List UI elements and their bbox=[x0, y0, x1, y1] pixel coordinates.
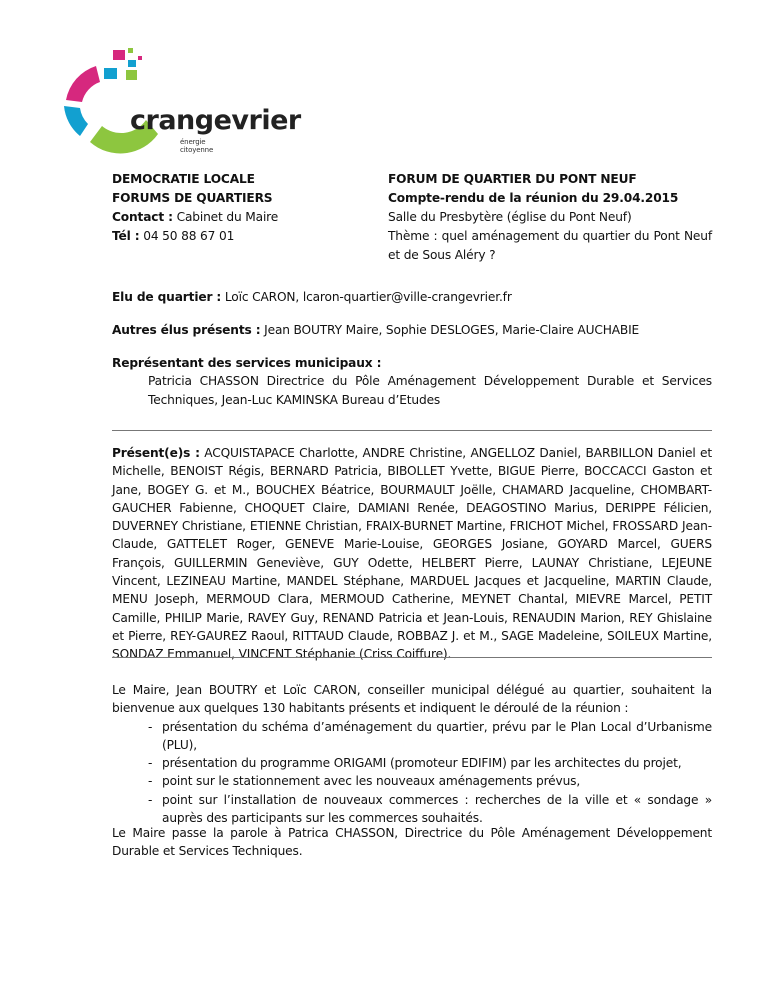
tel-value: 04 50 88 67 01 bbox=[139, 229, 235, 243]
tel-line bbox=[112, 227, 362, 246]
divider bbox=[112, 430, 712, 431]
dash-bullet: - bbox=[148, 756, 153, 771]
presents-label: Présent(e)s : bbox=[112, 446, 200, 460]
contact-label: Contact : bbox=[112, 210, 173, 224]
contact-value: Cabinet du Maire bbox=[172, 210, 279, 224]
header-right bbox=[388, 170, 712, 265]
closing-paragraph: Le Maire passe la parole à Patrica CHASSON, Directrice du Pôle Aménagement Développement Durable et Services Techniques. bbox=[112, 826, 712, 859]
meeting-theme: Thème : quel aménagement du quartier du Pont Neuf et de Sous Aléry ? bbox=[388, 229, 712, 262]
logo-wordmark: crangevrier bbox=[130, 105, 301, 136]
agenda-text: présentation du programme ORIGAMI (promoteur EDIFIM) par les architectes du projet, bbox=[162, 756, 682, 771]
forums-de-quartiers: FORUMS DE QUARTIERS bbox=[112, 191, 273, 205]
agenda-item bbox=[112, 772, 712, 790]
meeting-location: Salle du Presbytère (église du Pont Neuf) bbox=[388, 210, 632, 224]
agenda-item bbox=[112, 718, 712, 755]
header-left bbox=[112, 170, 362, 246]
representant-value: Patricia CHASSON Directrice du Pôle Aménagement Développement Durable et Services Techniques, Jean-Luc KAMINSKA Bureau d’Etudes bbox=[148, 374, 712, 407]
presents-list bbox=[112, 444, 712, 664]
elu-label: Elu de quartier : bbox=[112, 290, 222, 304]
logo-tagline: énergie citoyenne bbox=[180, 138, 214, 154]
elu-de-quartier bbox=[112, 288, 712, 306]
democratie-locale: DEMOCRATIE LOCALE bbox=[112, 172, 255, 186]
forum-title: FORUM DE QUARTIER DU PONT NEUF bbox=[388, 172, 637, 186]
intro-paragraph: Le Maire, Jean BOUTRY et Loïc CARON, conseiller municipal délégué au quartier, souhaitent la bienvenue aux quelques 130 habitants présents et indiquent le déroulé de la réunion : bbox=[112, 683, 712, 716]
intro-section bbox=[112, 681, 712, 827]
tel-label: Tél : bbox=[112, 229, 140, 243]
elu-value: Loïc CARON, lcaron-quartier@ville-crangevrier.fr bbox=[221, 290, 512, 304]
agenda-list bbox=[112, 718, 712, 828]
crangevrier-logo bbox=[58, 48, 301, 158]
report-subtitle: Compte-rendu de la réunion du 29.04.2015 bbox=[388, 191, 679, 205]
contact-line bbox=[112, 208, 362, 227]
dash-bullet: - bbox=[148, 719, 153, 734]
agenda-item bbox=[112, 754, 712, 772]
agenda-item bbox=[112, 791, 712, 828]
agenda-text: présentation du schéma d’aménagement du quartier, prévu par le Plan Local d’Urbanisme (PLU), bbox=[162, 719, 712, 752]
autres-label: Autres élus présents : bbox=[112, 323, 261, 337]
agenda-text: point sur le stationnement avec les nouveaux aménagements prévus, bbox=[162, 774, 581, 789]
representant-label: Représentant des services municipaux : bbox=[112, 356, 382, 370]
autres-value: Jean BOUTRY Maire, Sophie DESLOGES, Marie-Claire AUCHABIE bbox=[260, 323, 640, 337]
dash-bullet: - bbox=[148, 792, 153, 807]
dash-bullet: - bbox=[148, 774, 153, 789]
agenda-text: point sur l’installation de nouveaux commerces : recherches de la ville et « sondage » auprès des participants sur les commerces souhaités. bbox=[162, 792, 712, 826]
autres-elus bbox=[112, 321, 712, 339]
representant-services bbox=[112, 354, 712, 409]
divider bbox=[112, 657, 712, 658]
presents-value: ACQUISTAPACE Charlotte, ANDRE Christine, ANGELLOZ Daniel, BARBILLON Daniel et Michelle, BENOIST Régis, BERNARD Patricia, BIBOLLET Yvette, BIGUE Pierre, BOCCACCI Gaston et Jane, BOGEY G. et M., BOUCHEX Béatrice, BOURMAULT Joëlle, CHAMARD Jacqueline, CHOMBART-GAUCHER Fabienne, CHOQUET Claire, DAMIANI Renée, DEAGOSTINO Marius, DERIPPE Félicien, DUVERNEY Christiane, ETIENNE Christian, FRAIX-BURNET Martine, FRICHOT Michel, FROSSARD Jean-Claude, GATTELET Roger, GENEVE Marie-Louise, GEORGES Josiane, GOYARD Marcel, GUERS François, GUILLERMIN Geneviève, GUY Odette, HELBERT Pierre, LAUNAY Christiane, LEJEUNE Vincent, LEZINEAU Martine, MANDEL Stéphane, MARDUEL Jacques et Jacqueline, MARTIN Claude, MENU Joseph, MERMOUD Clara, MERMOUD Catherine, MEYNET Chantal, MIEVRE Marcel, PETIT Camille, PHILIP Marie, RAVEY Guy, RENAND Patricia et Jean-Louis, RENAUDIN Marion, REY Ghislaine et Pierre, REY-GAUREZ Raoul, RITTAUD Claude, ROBBAZ J. et M., SAGE Madeleine, SOILEUX Martine, SONDAZ Emmanuel, VINCENT Stéphanie (Criss Coiffure). bbox=[112, 446, 713, 662]
